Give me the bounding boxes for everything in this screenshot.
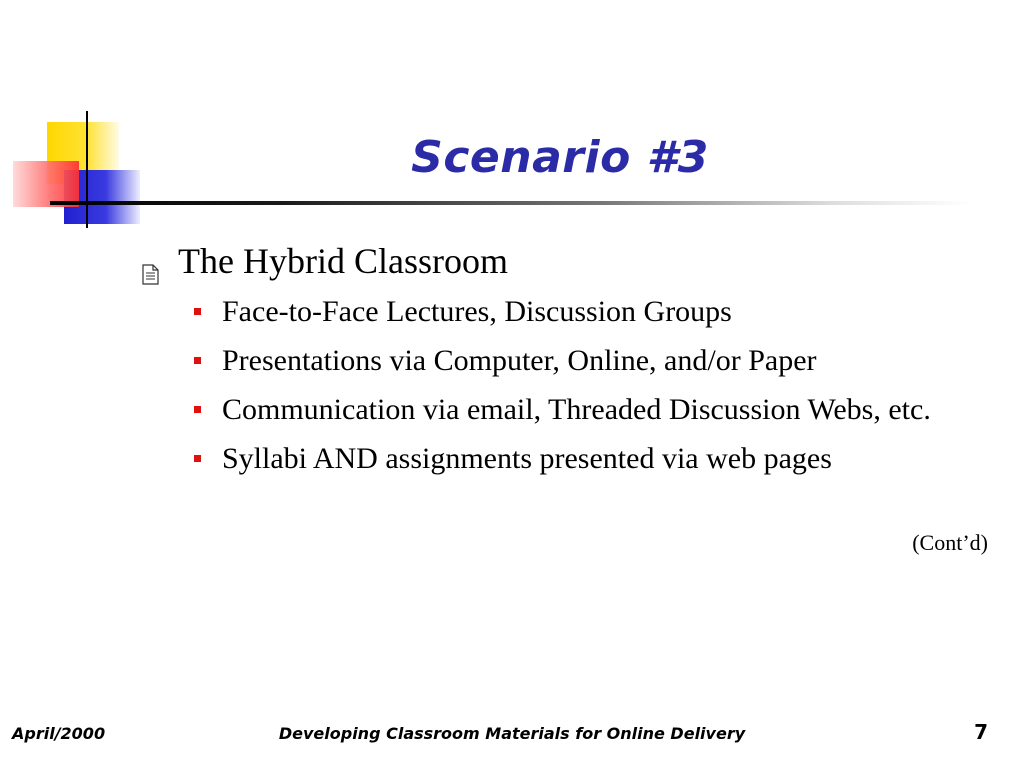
sub-bullet-item <box>142 292 1002 332</box>
continued-note: (Cont’d) <box>912 530 988 555</box>
sub-bullet-item <box>142 390 1002 430</box>
page-number: 7 <box>974 720 988 744</box>
sub-bullet-item <box>142 439 1002 479</box>
square-bullet-icon <box>194 357 201 364</box>
logo-vertical-line <box>86 111 88 228</box>
square-bullet-icon <box>194 455 201 462</box>
document-icon <box>142 250 159 271</box>
sub-bullet-label: Syllabi AND assignments presented via web pages <box>222 442 832 475</box>
slide-title: Scenario #3 <box>411 132 709 183</box>
sub-bullet-label: Presentations via Computer, Online, and/or Paper <box>222 344 817 377</box>
sub-bullet-list <box>142 292 1002 479</box>
slide-content <box>142 238 1002 488</box>
sub-bullet-label: Face-to-Face Lectures, Discussion Groups <box>222 295 732 328</box>
square-bullet-icon <box>194 308 201 315</box>
footer-date: April/2000 <box>12 724 106 743</box>
main-bullet-item <box>142 238 1002 284</box>
square-bullet-icon <box>194 406 201 413</box>
sub-bullet-item <box>142 341 1002 381</box>
footer-title: Developing Classroom Materials for Online Delivery <box>278 724 746 743</box>
main-bullet-label: The Hybrid Classroom <box>178 241 508 281</box>
title-underline <box>50 201 970 205</box>
sub-bullet-label: Communication via email, Threaded Discussion Webs, etc. <box>222 393 931 426</box>
